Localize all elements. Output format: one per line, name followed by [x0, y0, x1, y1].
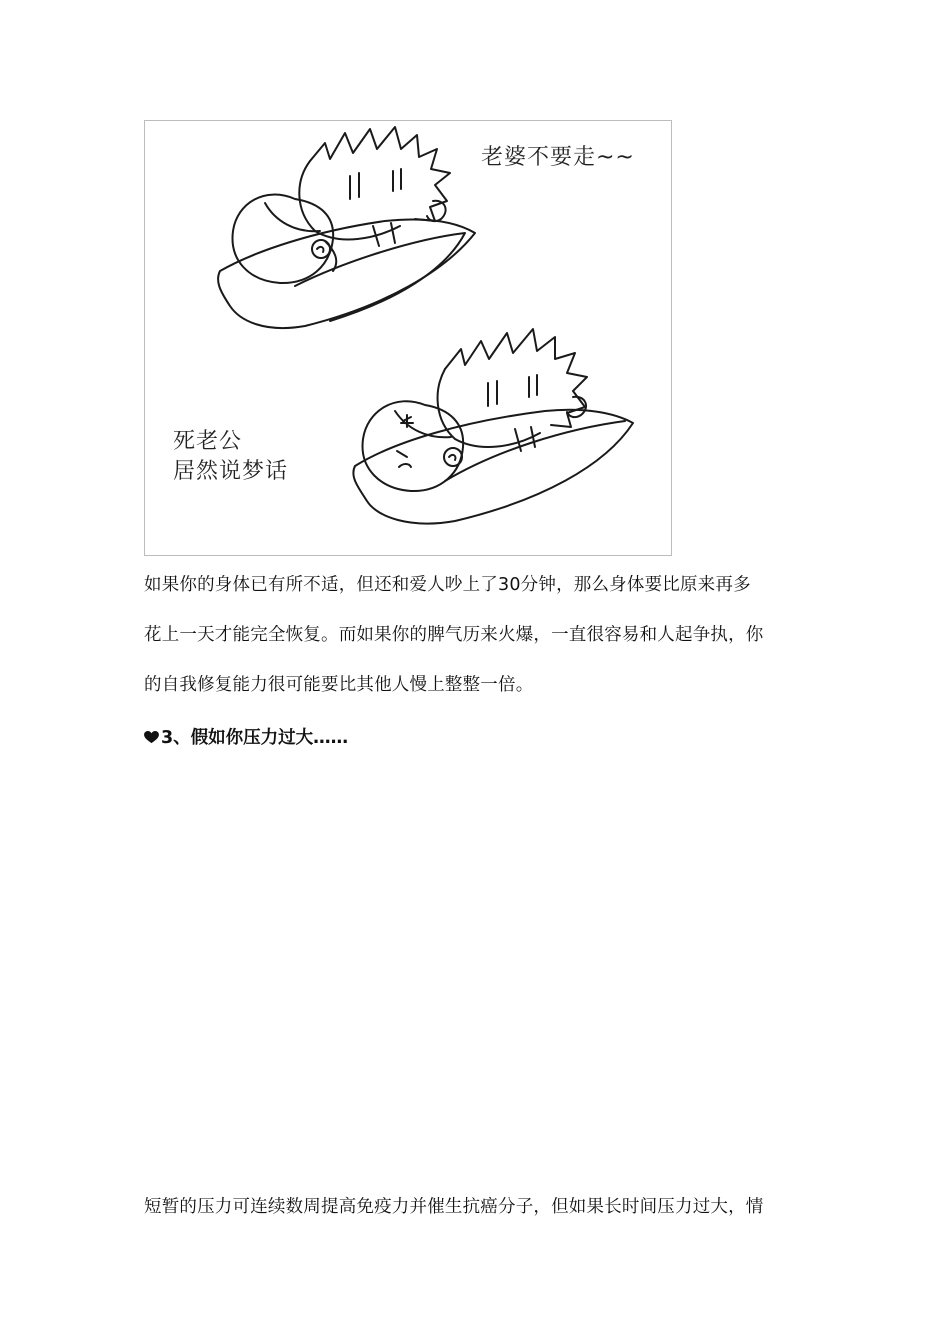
section-heading-text: 3、假如你压力过大…… — [161, 728, 349, 748]
comic-drawing — [145, 121, 671, 555]
bottom-speech-bubble-line1: 死老公 — [173, 429, 243, 454]
paragraph-recovery — [144, 560, 812, 710]
paragraph-stress — [144, 1182, 812, 1232]
top-speech-bubble: 老婆不要走~~ — [481, 145, 635, 170]
paragraph-line: 如果你的身体已有所不适，但还和爱人吵上了30分钟，那么身体要比原来再多 — [144, 575, 751, 595]
comic-illustration — [144, 120, 672, 556]
paragraph-line: 短暂的压力可连续数周提高免疫力并催生抗癌分子，但如果长时间压力过大，情 — [144, 1197, 764, 1217]
paragraph-line: 的自我修复能力很可能要比其他人慢上整整一倍。 — [144, 675, 534, 695]
bottom-speech-bubble-line2: 居然说梦话 — [173, 459, 289, 484]
paragraph-line: 花上一天才能完全恢复。而如果你的脾气历来火爆，一直很容易和人起争执，你 — [144, 625, 764, 645]
section-heading — [144, 724, 348, 752]
heart-icon — [144, 724, 159, 752]
